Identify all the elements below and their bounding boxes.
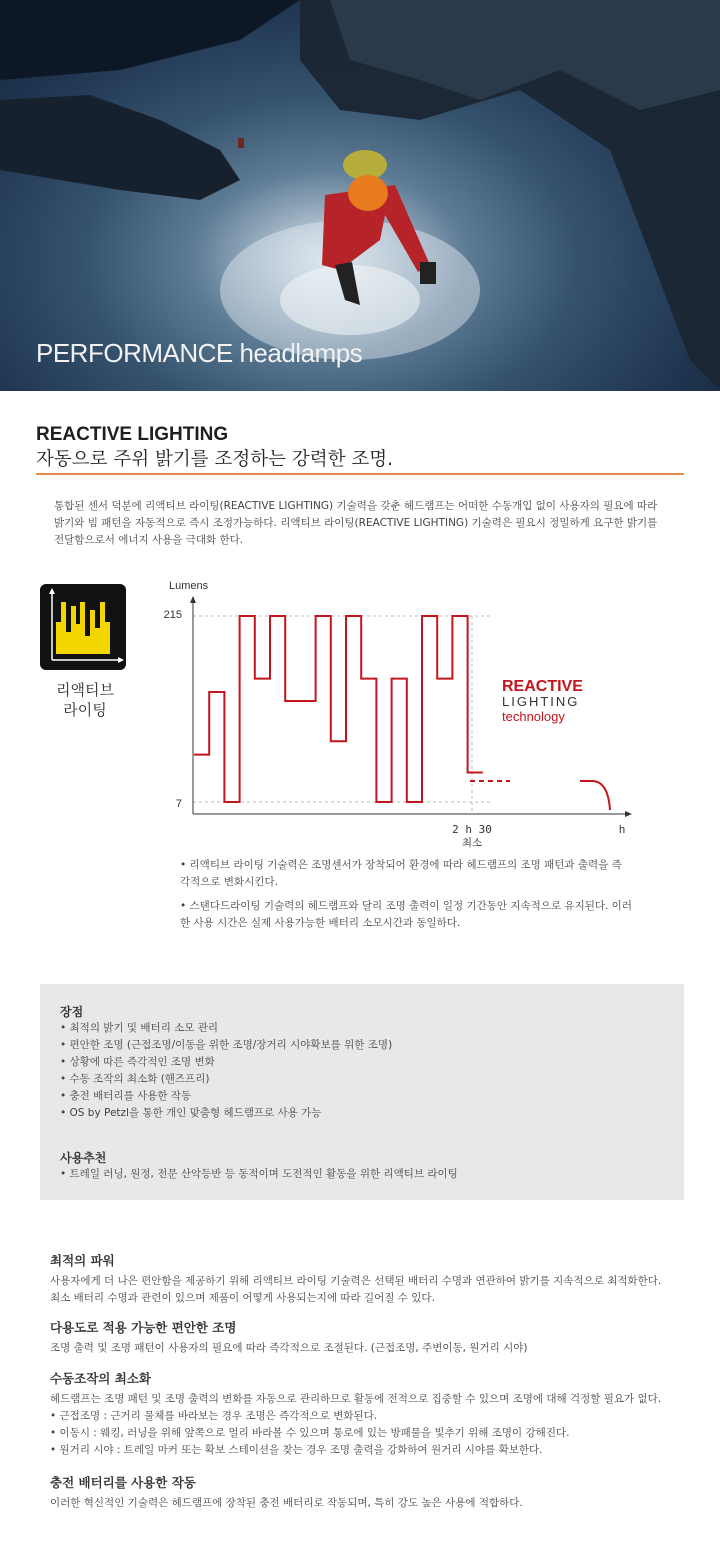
feature-line: 헤드램프는 조명 패턴 및 조명 출력의 변화를 자동으로 관리하므로 활동에 전적으로 집중할 수 있으며 조명에 대해 걱정할 필요가 없다. xyxy=(50,1393,662,1405)
icon-label-line: 리액티브 xyxy=(56,681,114,699)
x-tick-sublabel: 최소 xyxy=(461,837,483,849)
x-tick-label: 2 h 30 xyxy=(452,823,492,836)
hero-photo xyxy=(0,0,720,391)
icon-label xyxy=(40,680,130,720)
list-item: • 수동 조작의 최소화 (핸즈프리) xyxy=(60,1073,210,1085)
orange-divider xyxy=(36,473,684,475)
y-tick-label: 7 xyxy=(175,798,182,810)
logo-lighting: LIGHTING xyxy=(502,694,580,709)
feature-text xyxy=(50,1273,690,1307)
icon-label-line: 라이팅 xyxy=(63,701,107,719)
reactive-lighting-icon xyxy=(40,584,126,670)
list-item: • 트레일 러닝, 원정, 전문 산악등반 등 동적이며 도전적인 활동을 위한 리액티브 라이팅 xyxy=(60,1168,458,1180)
lumens-series-line xyxy=(194,616,483,802)
feature-heading: 최적의 파워 xyxy=(50,1253,115,1268)
section-subtitle: 자동으로 주위 밝기를 조정하는 강력한 조명. xyxy=(36,449,393,470)
advantages-list xyxy=(60,1020,392,1122)
feature-heading: 수동조작의 최소화 xyxy=(50,1371,151,1386)
list-item: • 충전 배터리를 사용한 작동 xyxy=(60,1090,192,1102)
y-tick-label: 215 xyxy=(163,609,182,621)
chart-bullet xyxy=(180,898,640,932)
feature-heading: 다용도로 적용 가능한 편안한 조명 xyxy=(50,1320,237,1335)
chart-bullet xyxy=(180,857,640,891)
list-item: • 최적의 밝기 및 배터리 소모 관리 xyxy=(60,1022,219,1034)
logo-reactive: REACTIVE xyxy=(502,678,583,695)
feature-text xyxy=(50,1340,690,1357)
intro-line: 통합된 센서 덕분에 리액티브 라이팅(REACTIVE LIGHTING) 기술력을 갖춘 헤드램프는 어떠한 수동개입 없이 사용자의 필요에 따라 xyxy=(54,500,658,512)
series-tail xyxy=(580,781,610,810)
feature-text xyxy=(50,1495,690,1512)
lumens-chart xyxy=(150,572,640,852)
feature-line: 사용자에게 더 나은 편안함을 제공하기 위해 리액티브 라이팅 기술력은 선택된 배터리 수명과 연관하여 밝기를 지속적으로 최적화한다. xyxy=(50,1275,662,1287)
feature-heading: 충전 배터리를 사용한 작동 xyxy=(50,1475,196,1490)
list-item: • 상황에 따른 즉각적인 조명 변화 xyxy=(60,1056,215,1068)
y-axis-label: Lumens xyxy=(169,580,209,592)
advantages-heading: 장점 xyxy=(60,1005,84,1019)
section-title: REACTIVE LIGHTING xyxy=(36,424,229,445)
recommend-heading: 사용추천 xyxy=(60,1151,107,1165)
list-item: • 편안한 조명 (근접조명/이동을 위한 조명/장거리 시야확보를 위한 조명) xyxy=(60,1039,393,1051)
intro-line: 밝기와 빔 패턴을 자동적으로 즉시 조정가능하다. 리액티브 라이팅(REACTIVE LIGHTING) 기술력은 필요시 정밀하게 요구한 밝기를 xyxy=(54,517,658,529)
feature-text xyxy=(50,1391,690,1459)
recommend-list xyxy=(60,1166,458,1183)
feature-line: • 이동시 : 웨킹, 러닝을 위해 앞쪽으로 멀리 바라볼 수 있으며 통로에 있는 방패물을 빛추기 위해 조명이 강해진다. xyxy=(50,1427,570,1439)
feature-line: • 근접조명 : 근거리 물체를 바라보는 경우 조명은 즉각적으로 변화된다. xyxy=(50,1410,378,1422)
chart-bullet-line: • 스탠다드라이팅 기술력의 헤드램프와 달리 조명 출력이 일정 기간동안 지속적으로 유지된다. 이러 한 사용 시간은 실제 사용가능한 배터리 소모시간과 동일하다. xyxy=(180,900,632,929)
chart-bullet-line: • 리액티브 라이팅 기술력은 조명센서가 장착되어 환경에 따라 헤드램프의 조명 패턴과 출력을 즉 각적으로 변화시킨다. xyxy=(180,859,622,888)
feature-line: 최소 배터리 수명과 관련이 있으며 제품이 어떻게 사용되는지에 따라 길어질 수 있다. xyxy=(50,1292,435,1304)
feature-line: 조명 출력 및 조명 패턴이 사용자의 필요에 따라 즉각적으로 조절된다. (근접조명, 주변이동, 원거리 시야) xyxy=(50,1342,528,1354)
x-axis-arrow xyxy=(625,811,632,817)
feature-line: 이러한 혁신적인 기술력은 헤드램프에 장착된 충전 배터리로 작동되며, 특히 강도 높은 사용에 적합하다. xyxy=(50,1497,523,1509)
list-item: • OS by Petzl을 통한 개인 맞춤형 헤드램프로 사용 가능 xyxy=(60,1107,322,1119)
feature-line: • 원거리 시야 : 트레일 마커 또는 확보 스테이션을 찾는 경우 조명 출력을 강화하여 원거리 시야를 확보한다. xyxy=(50,1444,543,1456)
y-axis-arrow xyxy=(190,596,196,603)
hero-title: PERFORMANCE headlamps xyxy=(36,338,363,368)
logo-technology: technology xyxy=(502,709,565,724)
x-axis-label: h xyxy=(618,824,626,836)
intro-paragraph xyxy=(54,498,664,549)
climber-night-photo xyxy=(0,0,720,391)
intro-line: 전달함으로서 에너지 사용을 극대화 한다. xyxy=(54,534,244,546)
